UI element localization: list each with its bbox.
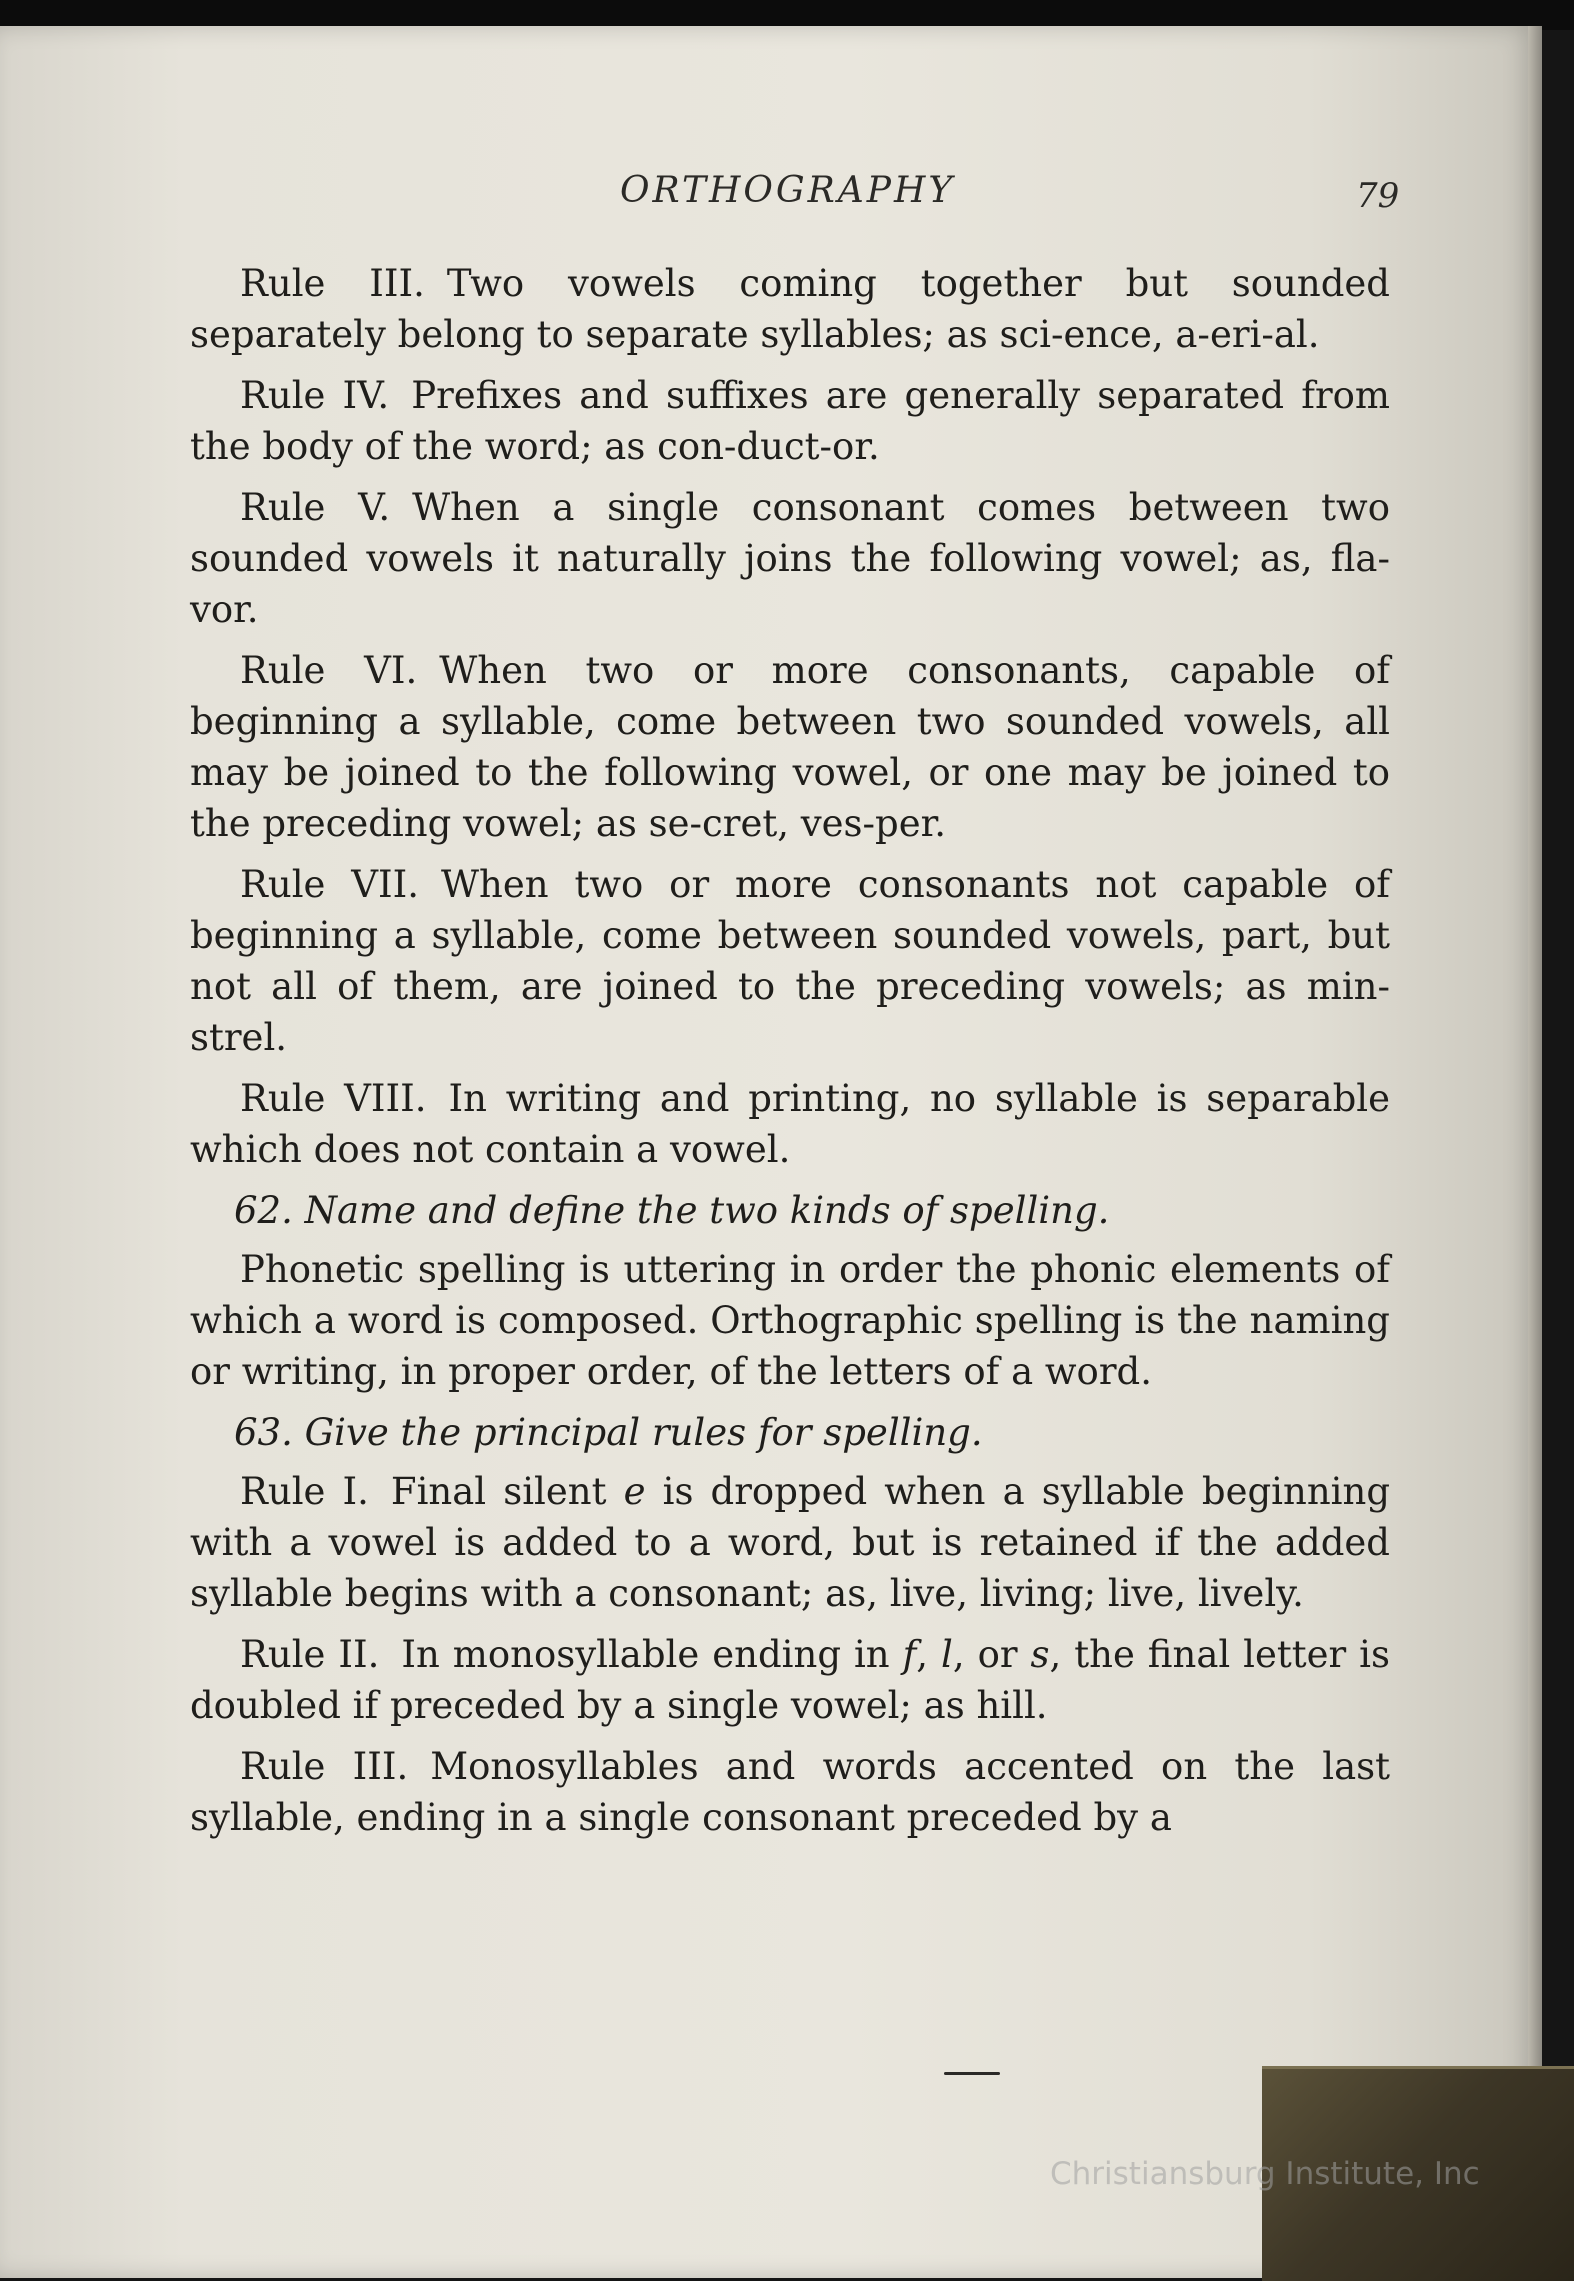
running-title: ORTHOGRAPHY	[620, 170, 956, 211]
rule-paragraph	[190, 258, 1390, 360]
rule-paragraph	[190, 482, 1390, 635]
rule-label: Rule IV.	[240, 374, 390, 417]
rule-label: Rule II.	[240, 1633, 380, 1676]
rule-label: Rule I.	[240, 1470, 369, 1513]
question-text: Give the principal rules for spelling.	[304, 1411, 983, 1454]
rule-text-before: In monosyllable ending in	[401, 1633, 903, 1676]
rule-text: In writing and printing, no syllable is separable which does not contain a vowel.	[190, 1077, 1390, 1171]
question-63	[190, 1407, 1390, 1458]
rule-paragraph	[190, 1073, 1390, 1175]
rule-text-mid: , or	[952, 1633, 1031, 1676]
spelling-rule-3	[190, 1741, 1390, 1843]
rule-text: When a single consonant comes between two sounded vowels it naturally joins the following vowel; as, fla-vor.	[190, 486, 1391, 631]
rule-label: Rule VI.	[240, 649, 418, 692]
spelling-rule-1	[190, 1466, 1390, 1619]
rule-label: Rule VII.	[240, 863, 420, 906]
rule-text-italic: e	[623, 1470, 646, 1513]
spelling-rule-2	[190, 1629, 1390, 1731]
answer-62: Phonetic spelling is uttering in order the phonic elements of which a word is composed. Orthographic spelling is the naming or writing, in proper order, of the letters of a word.	[190, 1248, 1390, 1393]
watermark: Christiansburg Institute, Inc	[1050, 2156, 1480, 2192]
rule-paragraph	[190, 645, 1390, 849]
rule-text-italic: s	[1030, 1633, 1050, 1676]
question-number: 63.	[234, 1411, 293, 1454]
rule-label: Rule III.	[240, 262, 425, 305]
rule-label: Rule V.	[240, 486, 391, 529]
rule-text-italic: f	[902, 1633, 917, 1676]
print-mark	[944, 2072, 1000, 2075]
page-text	[190, 258, 1390, 1853]
page-number: 79	[1356, 176, 1400, 216]
rule-label: Rule VIII.	[240, 1077, 427, 1120]
rule-text-mid: ,	[916, 1633, 942, 1676]
question-text: Name and define the two kinds of spelling.	[304, 1189, 1110, 1232]
rule-label: Rule III.	[240, 1745, 409, 1788]
question-62	[190, 1185, 1390, 1236]
rule-text: Two vowels coming together but sounded separately belong to separate syllables; as sci-ence, a-eri-al.	[190, 262, 1390, 356]
rule-text: Prefixes and suffixes are generally separated from the body of the word; as con-duct-or.	[190, 374, 1390, 468]
rule-text: When two or more consonants, capable of beginning a syllable, come between two sounded vowels, all may be joined to the following vowel, or one may be joined to the preceding vowel; as se-cret, ves-per.	[190, 649, 1391, 845]
rule-text-italic: l	[941, 1633, 953, 1676]
rule-paragraph	[190, 370, 1390, 472]
rule-text: When two or more consonants not capable of beginning a syllable, come between sounded vowels, part, but not all of them, are joined to the preceding vowels; as min-strel.	[190, 863, 1390, 1059]
rule-paragraph	[190, 859, 1390, 1063]
rule-text: Monosyllables and words accented on the last syllable, ending in a single consonant preceded by a	[190, 1745, 1390, 1839]
rule-text-before: Final silent	[390, 1470, 624, 1513]
rule-text-after: is dropped when a syllable beginning with a vowel is added to a word, but is retained if the added syllable begins with a consonant; as, live, living; live, lively.	[190, 1470, 1391, 1615]
page-edge	[1528, 26, 1542, 2278]
question-number: 62.	[234, 1189, 293, 1232]
rule-text-after: , the final letter is doubled if preceded by a single vowel; as hill.	[190, 1633, 1391, 1727]
